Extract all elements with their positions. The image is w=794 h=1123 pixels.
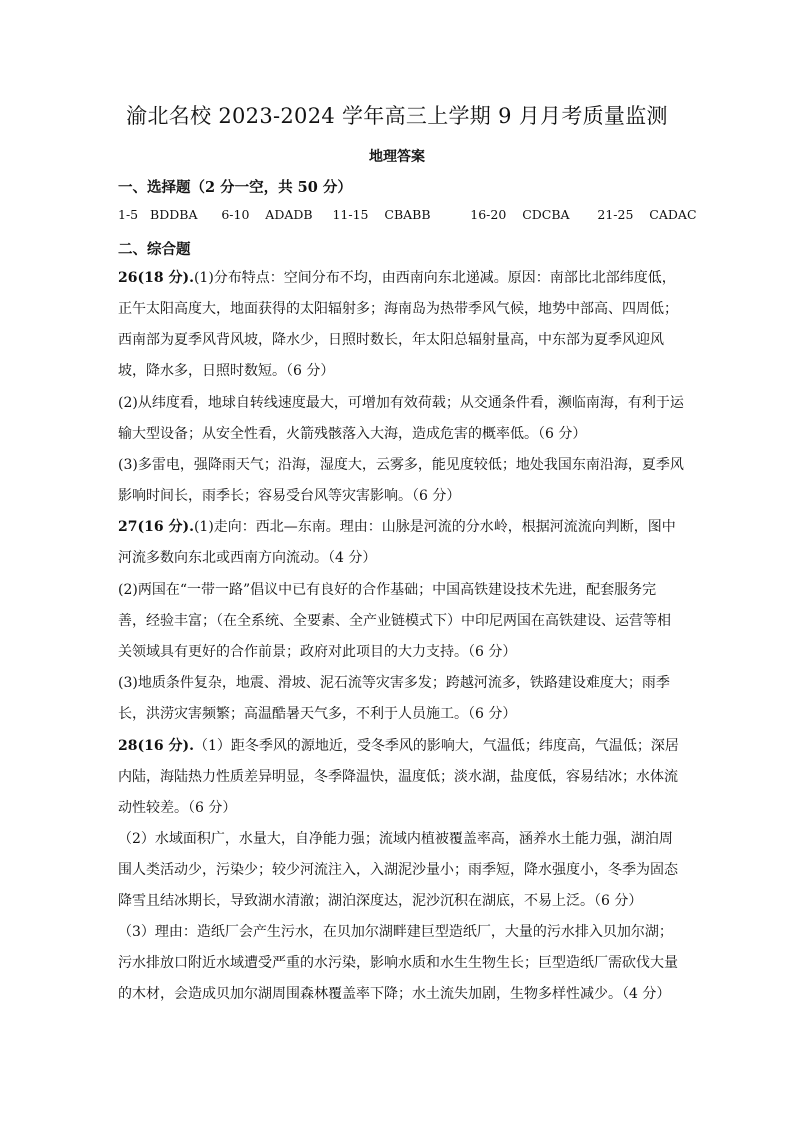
page-subtitle: 地理答案 <box>369 149 425 165</box>
q26-label: 26(18 分). <box>118 270 194 286</box>
q26-part1: 26(18 分).(1)分布特点：空间分布不均，由西南向东北递减。原因：南部比北部纬度低，正午太阳高度大，地面获得的太阳辐射多；海南岛为热带季风气候，地势中部高、四周低；西南部为夏季风背风坡，降水少，日照时数长，年太阳总辐射量高，中东部为夏季风迎风坡，降水多，日照时数短。（6 分） <box>118 270 678 379</box>
q28-label: 28(16 分). <box>118 738 194 754</box>
q26-part3: (3)多雷电，强降雨天气；沿海，湿度大，云雾多，能见度较低；地处我国东南沿海，夏季风影响时间长，雨季长；容易受台风等灾害影响。（6 分） <box>118 457 684 504</box>
choice-answers: 1-5 BDDBA 6-10 ADADB 11-15 CBABB 16-20 CDCBA 21-25 CADAC <box>118 207 697 222</box>
q27-part3: (3)地质条件复杂，地震、滑坡、泥石流等灾害多发；跨越河流多，铁路建设难度大；雨季长，洪涝灾害频繁；高温酷暑天气多，不利于人员施工。（6 分） <box>118 675 670 722</box>
page-title: 渝北名校 2023-2024 学年高三上学期 9 月月考质量监测 <box>126 104 668 128</box>
q28-part2: （2）水域面积广，水量大，自净能力强；流域内植被覆盖率高，涵养水土能力强，湖泊周围人类活动少，污染少；较少河流注入，入湖泥沙量小；雨季短，降水强度小，冬季为固态降雪且结冰期长，导致湖水清澈；湖泊深度达，泥沙沉积在湖底，不易上泛。（6 分） <box>118 831 678 909</box>
section-heading-choice: 一、选择题（2 分一空，共 50 分） <box>118 179 352 196</box>
q27-part2: (2)两国在“一带一路”倡议中已有良好的合作基础；中国高铁建设技术先进，配套服务完善，经验丰富；（在全系统、全要素、全产业链模式下）中印尼两国在高铁建设、运营等相关领域具有更好的合作前景；政府对此项目的大力支持。（6 分） <box>118 582 671 660</box>
q28-part1: 28(16 分).（1）距冬季风的源地近，受冬季风的影响大，气温低；纬度高，气温低；深居内陆，海陆热力性质差异明显，冬季降温快，温度低；淡水湖，盐度低，容易结冰；水体流动性较差。（6 分） <box>118 738 679 816</box>
q28-part3: （3）理由：造纸厂会产生污水，在贝加尔湖畔建巨型造纸厂，大量的污水排入贝加尔湖；污水排放口附近水域遭受严重的水污染，影响水质和水生生物生长；巨型造纸厂需砍伐大量的木材，会造成贝加尔湖周围森林覆盖率下降；水土流失加剧，生物多样性减少。（4 分） <box>118 924 678 1002</box>
q27-label: 27(16 分). <box>118 519 194 535</box>
section-heading-comprehensive: 二、综合题 <box>118 241 191 258</box>
q26-part2: (2)从纬度看，地球自转线速度最大，可增加有效荷载；从交通条件看，濒临南海，有利于运输大型设备；从安全性看，火箭残骸落入大海，造成危害的概率低。（6 分） <box>118 395 684 442</box>
q27-part1: 27(16 分).(1)走向：西北—东南。理由：山脉是河流的分水岭，根据河流流向判断，图中河流多数向东北或西南方向流动。（4 分） <box>118 519 676 566</box>
